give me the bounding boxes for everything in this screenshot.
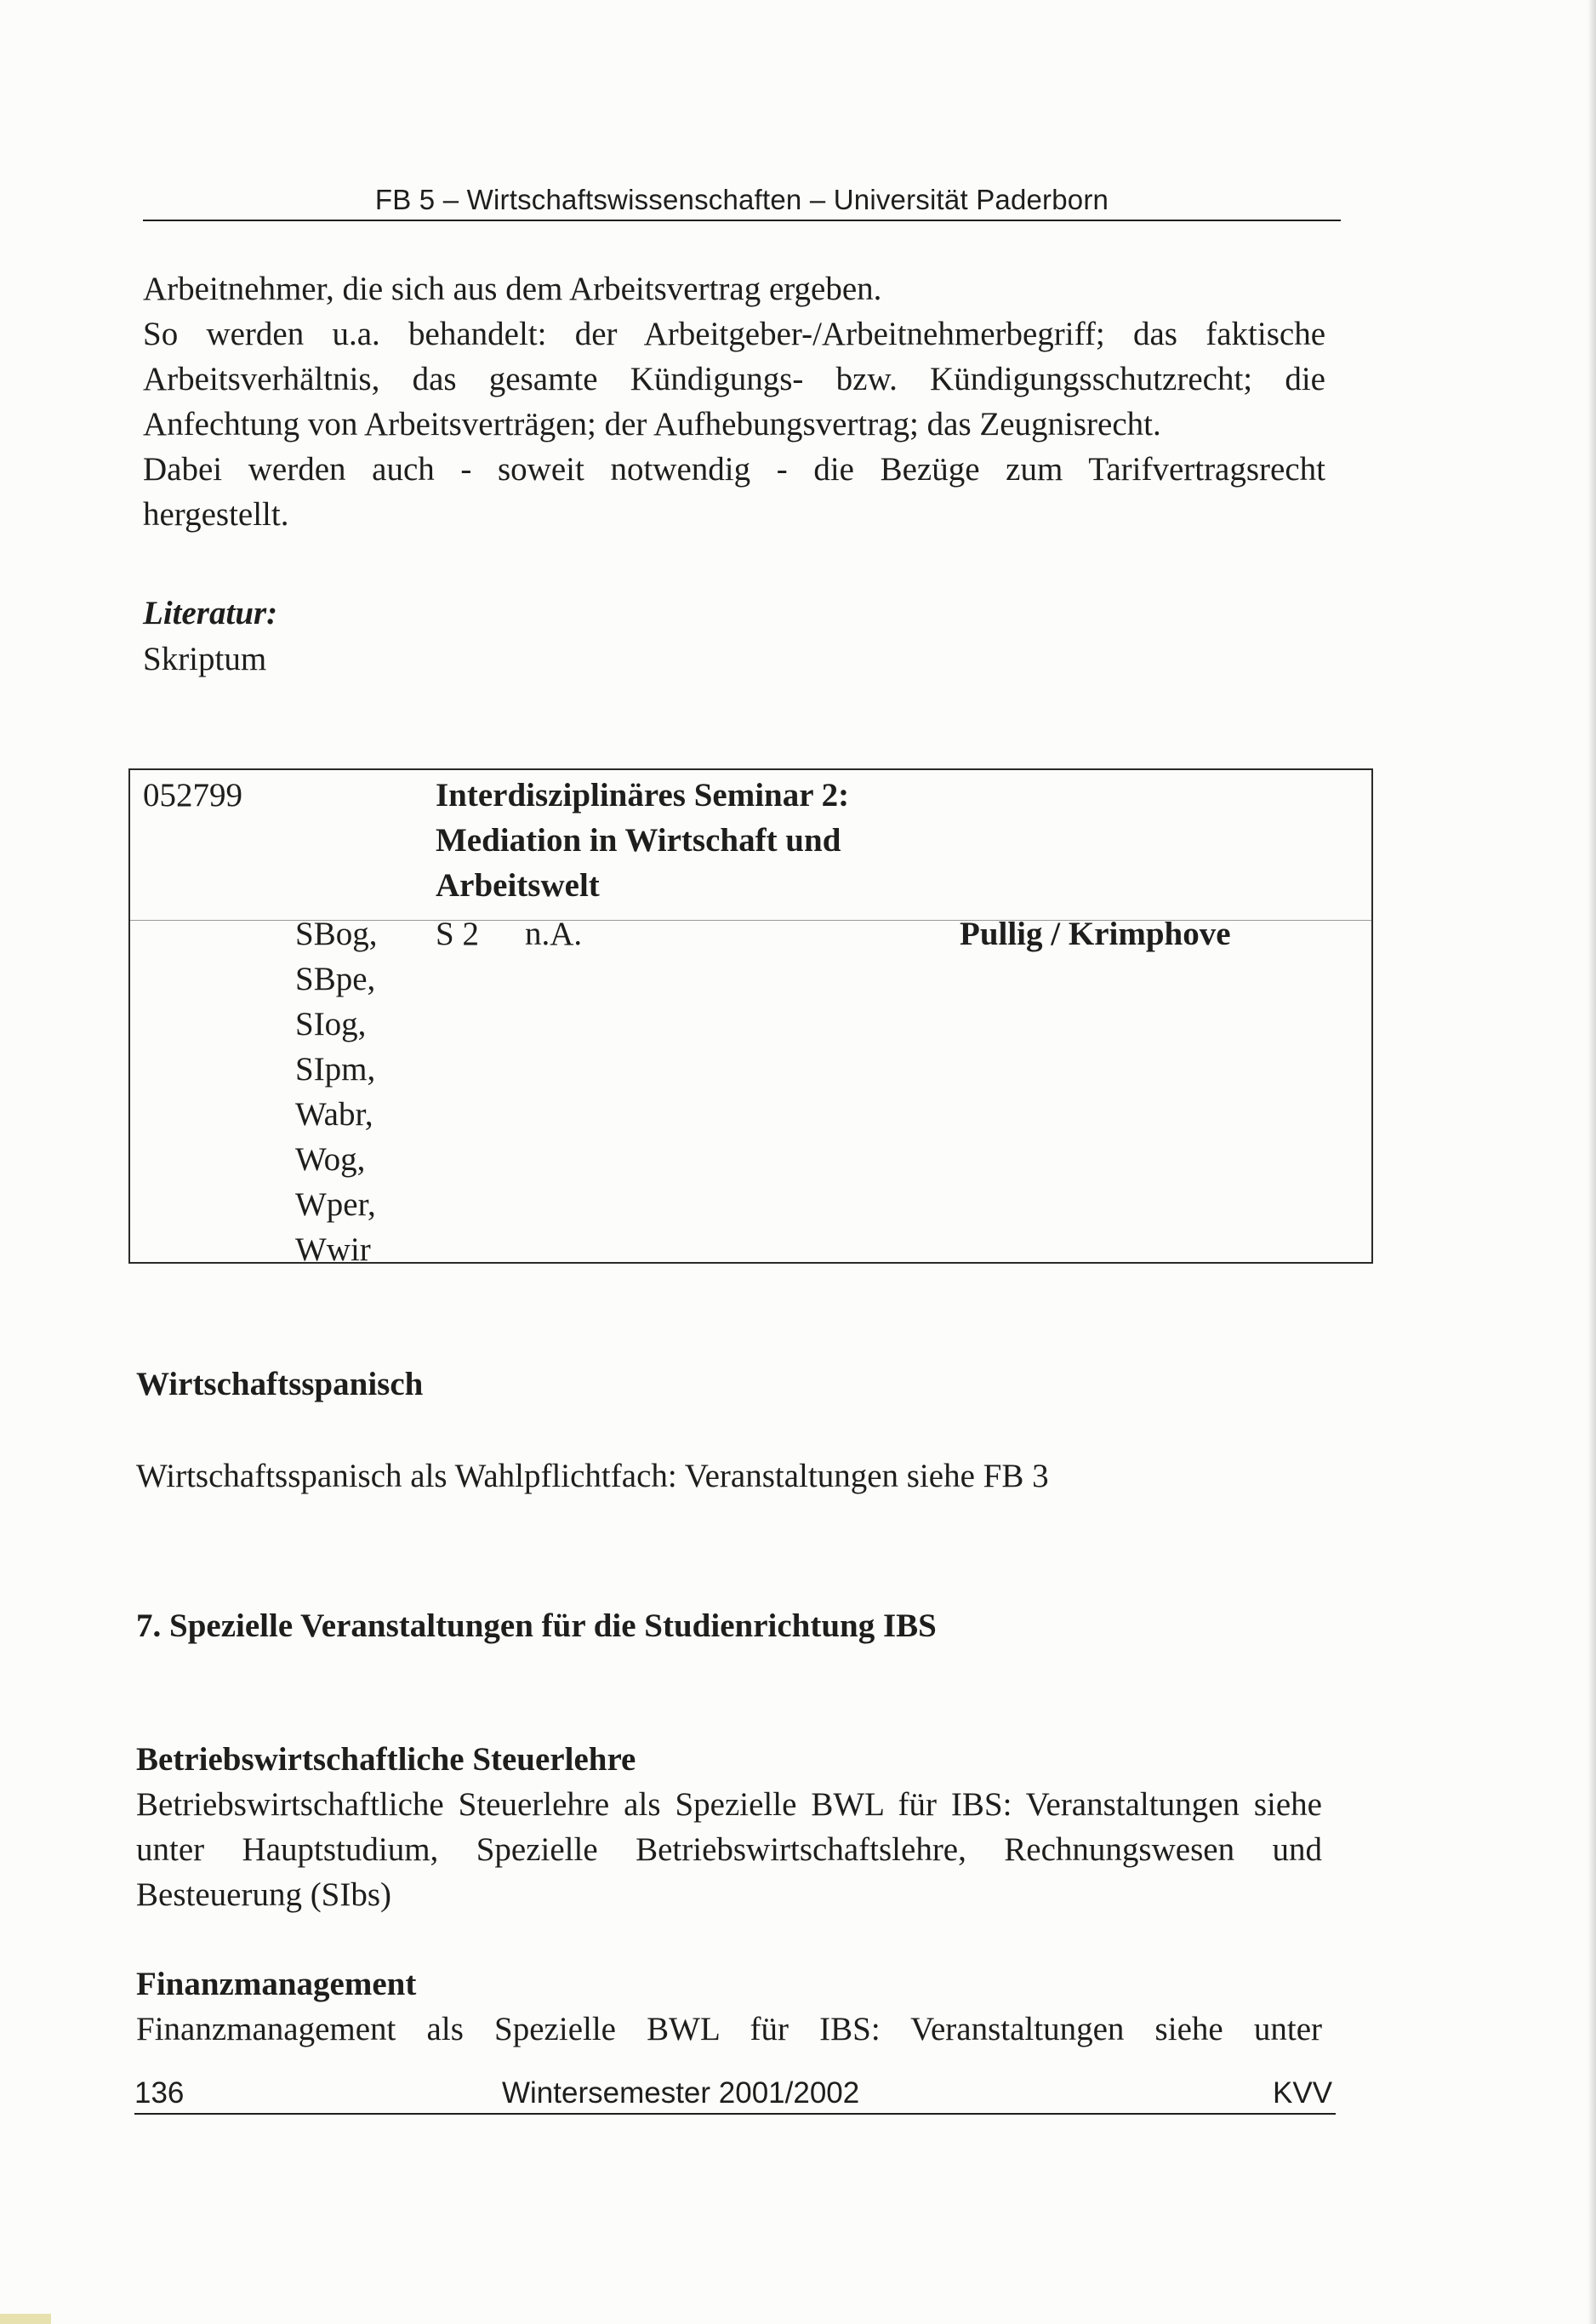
course-title-line: Interdisziplinäres Seminar 2: — [436, 777, 850, 814]
steuer-line: Betriebswirtschaftliche Steuerlehre als Spezielle BWL für IBS: Veranstaltungen siehe — [136, 1786, 1322, 1823]
spanish-text: Wirtschaftsspanisch als Wahlpflichtfach: Veranstaltungen siehe FB 3 — [136, 1458, 1049, 1494]
intro-line: Arbeitsverhältnis, das gesamte Kündigungs- bzw. Kündigungsschutzrecht; die — [143, 361, 1325, 397]
course-area: SBog, — [295, 916, 378, 952]
steuer-heading: Betriebswirtschaftliche Steuerlehre — [136, 1741, 636, 1778]
course-area: SIpm, — [295, 1051, 376, 1088]
footer-code: KVV — [1273, 2076, 1333, 2110]
header-rule — [143, 220, 1341, 221]
section7-heading: 7. Spezielle Veranstaltungen für die Studienrichtung IBS — [136, 1607, 937, 1644]
finanz-heading: Finanzmanagement — [136, 1966, 417, 2002]
page-header: FB 5 – Wirtschaftswissenschaften – Universität Paderborn — [374, 184, 1109, 215]
course-lecturer: Pullig / Krimphove — [960, 916, 1231, 952]
course-room: n.A. — [525, 916, 583, 952]
footer-semester: Wintersemester 2001/2002 — [502, 2076, 860, 2110]
course-title — [436, 773, 849, 908]
literature-label: Literatur: — [143, 595, 278, 631]
intro-line: Dabei werden auch - soweit notwendig - die Bezüge zum Tarifvertragsrecht — [143, 451, 1325, 488]
intro-line: So werden u.a. behandelt: der Arbeitgeber-/Arbeitnehmerbegriff; das faktische — [143, 316, 1325, 352]
course-type: S 2 — [436, 916, 479, 952]
course-area: Wabr, — [295, 1096, 373, 1133]
footer-page-number: 136 — [134, 2076, 185, 2110]
course-area: Wper, — [295, 1186, 376, 1223]
course-title-line: Mediation in Wirtschaft und — [436, 822, 841, 859]
literature-value: Skriptum — [143, 641, 267, 677]
intro-line: Arbeitnehmer, die sich aus dem Arbeitsvertrag ergeben. — [143, 271, 882, 307]
scan-corner-mark — [0, 2314, 51, 2324]
steuer-line: Besteuerung (SIbs) — [136, 1876, 392, 1913]
intro-line: hergestellt. — [143, 496, 289, 533]
intro-paragraph — [143, 266, 1325, 537]
course-area: Wwir — [295, 1231, 371, 1268]
course-areas — [295, 911, 377, 1272]
course-title-line: Arbeitswelt — [436, 867, 600, 904]
course-area: SIog, — [295, 1006, 367, 1042]
steuer-paragraph — [136, 1782, 1322, 1917]
course-area: Wog, — [295, 1141, 366, 1178]
intro-line: Anfechtung von Arbeitsverträgen; der Aufhebungsvertrag; das Zeugnisrecht. — [143, 406, 1161, 443]
finanz-paragraph — [136, 2007, 1322, 2052]
finanz-line: Finanzmanagement als Spezielle BWL für IBS: Veranstaltungen siehe unter — [136, 2011, 1322, 2047]
page-edge-shadow — [1587, 0, 1596, 2324]
footer-rule — [134, 2113, 1336, 2115]
steuer-line: unter Hauptstudium, Spezielle Betriebswirtschaftslehre, Rechnungswesen und — [136, 1831, 1322, 1868]
course-area: SBpe, — [295, 961, 376, 997]
course-number: 052799 — [143, 777, 242, 814]
spanish-heading: Wirtschaftsspanisch — [136, 1366, 424, 1402]
